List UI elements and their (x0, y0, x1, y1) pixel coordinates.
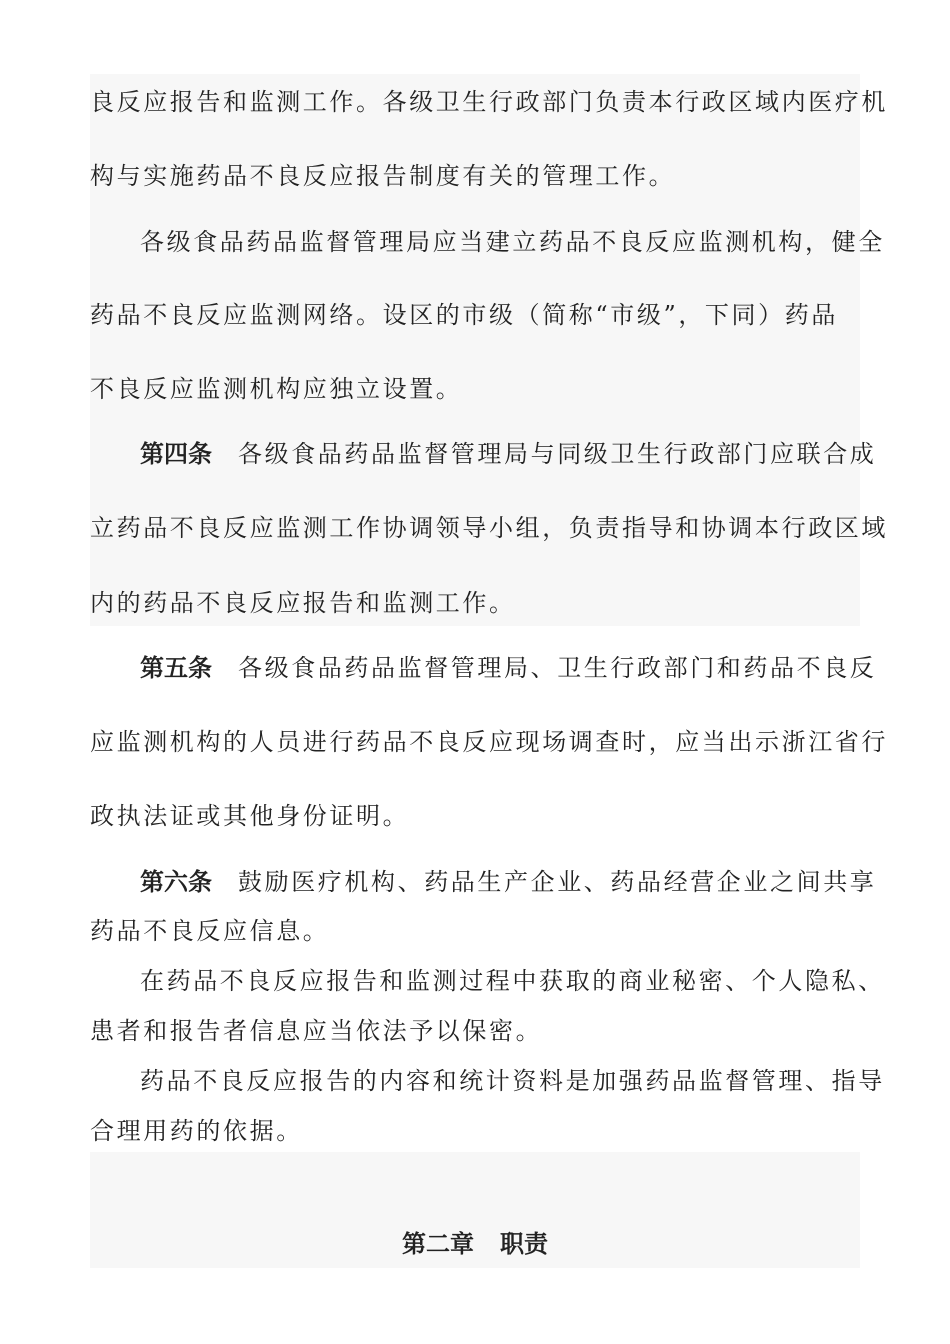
paragraph-line: 立药品不良反应监测工作协调领导小组，负责指导和协调本行政区域 (90, 514, 888, 542)
article-4-first-line (90, 436, 877, 472)
paragraph-line: 患者和报告者信息应当依法予以保密。 (90, 1017, 543, 1045)
article-text: 鼓励医疗机构、药品生产企业、药品经营企业之间共享 (238, 868, 877, 896)
paragraph-line: 构与实施药品不良反应报告制度有关的管理工作。 (90, 162, 676, 190)
paragraph-line: 良反应报告和监测工作。各级卫生行政部门负责本行政区域内医疗机 (90, 88, 888, 116)
paragraph-line: 应监测机构的人员进行药品不良反应现场调查时，应当出示浙江省行 (90, 728, 888, 756)
article-label: 第六条 (140, 868, 212, 896)
paragraph-line: 不良反应监测机构应独立设置。 (90, 375, 463, 403)
article-label: 第四条 (140, 440, 212, 468)
article-6-first-line (90, 864, 877, 900)
paragraph-line: 政执法证或其他身份证明。 (90, 802, 410, 830)
paragraph-line: 合理用药的依据。 (90, 1117, 303, 1145)
chapter-number: 第二章 (402, 1230, 474, 1258)
paragraph-line: 药品不良反应监测网络。设区的市级（简称“市级”，下同）药品 (90, 301, 838, 329)
paragraph-line: 在药品不良反应报告和监测过程中获取的商业秘密、个人隐私、 (140, 967, 885, 995)
paragraph-line: 药品不良反应信息。 (90, 917, 330, 945)
paragraph-line: 药品不良反应报告的内容和统计资料是加强药品监督管理、指导 (140, 1067, 885, 1095)
paragraph-line: 各级食品药品监督管理局应当建立药品不良反应监测机构，健全 (140, 228, 885, 256)
chapter-title: 职责 (500, 1230, 548, 1258)
chapter-heading (90, 1226, 860, 1262)
article-text: 各级食品药品监督管理局、卫生行政部门和药品不良反 (238, 654, 877, 682)
article-5-first-line (90, 650, 877, 686)
article-label: 第五条 (140, 654, 212, 682)
article-text: 各级食品药品监督管理局与同级卫生行政部门应联合成 (238, 440, 877, 468)
paragraph-line: 内的药品不良反应报告和监测工作。 (90, 589, 516, 617)
